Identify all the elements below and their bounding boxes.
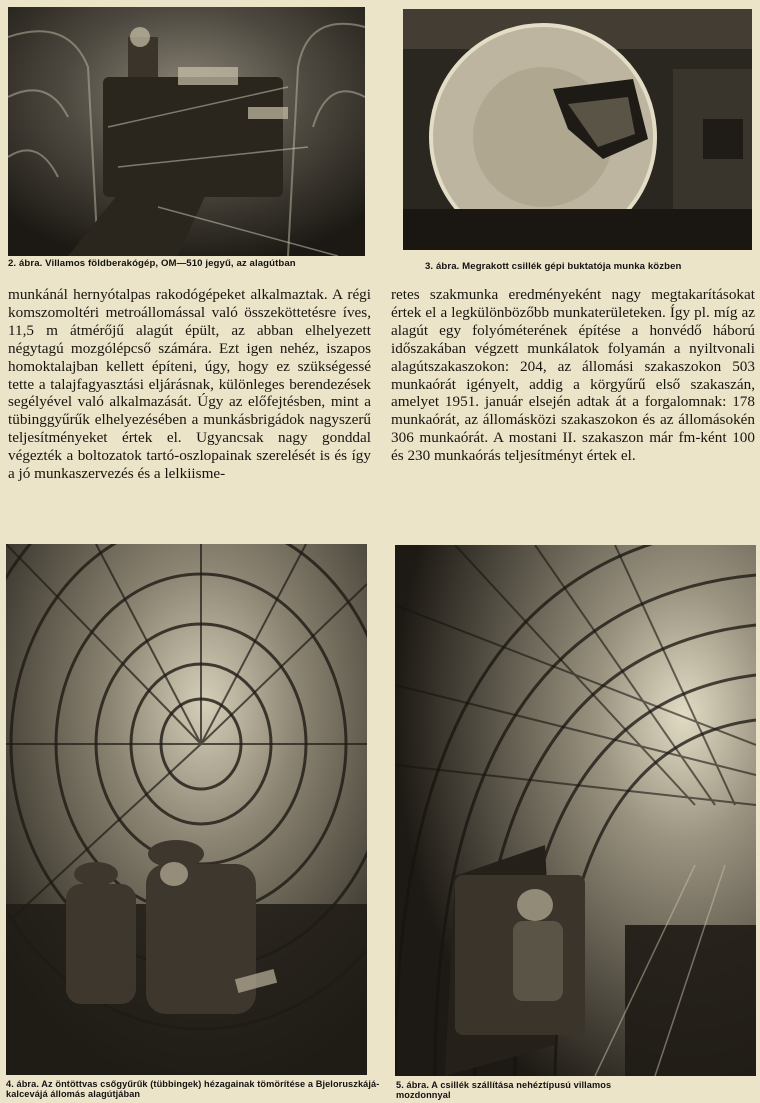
tunnel-machine-operator-photo (8, 7, 365, 256)
left-column-paragraph: munkánál hernyótalpas rakodógépeket alkalmaztak. A régi komszomoltéri metroállomással való összeköttetésre íves, 11,5 m átmérőjű alagút épült, az abban elhelyezett négytagú mozgólépcső számára. Ezt igen nehéz, iszapos homoktalajban kellett építeni, úgy, hogy ez szükségessé tette a talajfagyasztási eljárásnak, különleges berendezések segélyével való alkalmazását. Úgy az előfejtésben, mint a tübinggyűrűk elhelyezésében a munkásbrigádok nagyszerű teljesítményeket értek el. Ugyancsak nagy gonddal végezték a boltozatok tartó-oszlopainak szerelését is és így a jó munkaszervezés és a lelkiisme- (8, 286, 371, 483)
wagon-tipper-photo (403, 9, 752, 250)
figure-5-photo (395, 545, 756, 1076)
workers-sealing-tubbing-photo (6, 544, 367, 1075)
article-text-left-column (8, 286, 371, 483)
figure-2-photo (8, 7, 365, 256)
article-text-right-column (391, 286, 755, 465)
figure-2-caption: 2. ábra. Villamos földberakógép, OM—510 jegyű, az alagútban (8, 258, 296, 269)
figure-3-caption: 3. ábra. Megrakott csillék gépi buktatója munka közben (425, 261, 682, 272)
figure-4-photo (6, 544, 367, 1075)
electric-locomotive-photo (395, 545, 756, 1076)
figure-5-caption: 5. ábra. A csillék szállítása nehéztípusú villamos mozdonnyal (396, 1080, 612, 1100)
figure-3-photo (403, 9, 752, 250)
figure-4-caption: 4. ábra. Az öntöttvas csőgyűrűk (tübbingek) hézagainak tömörítése a Bjeloruszkájá-kalcevájá állomás alagútjában (6, 1079, 380, 1099)
right-column-paragraph: retes szakmunka eredményeként nagy megtakarításokat értek el a legkülönbözőbb munkaterületeken. Így pl. míg az alagút egy folyóméterének építése a honvédő háború időszakában végzett munkálatok folyamán a nyiltvonali alagútszakaszokon: 204, az állomási szakaszokon 503 munkaórát igényelt, addig a körgyűrű első szakaszán, amelyet 1951. január elsején adtak át a forgalomnak: 178 munkaórát, az állomásközi szakaszokon és az állomásokén 306 munkaórát. A mostani II. szakaszon már fm-ként 100 és 230 munkaórás teljesítményt értek el. (391, 286, 755, 465)
